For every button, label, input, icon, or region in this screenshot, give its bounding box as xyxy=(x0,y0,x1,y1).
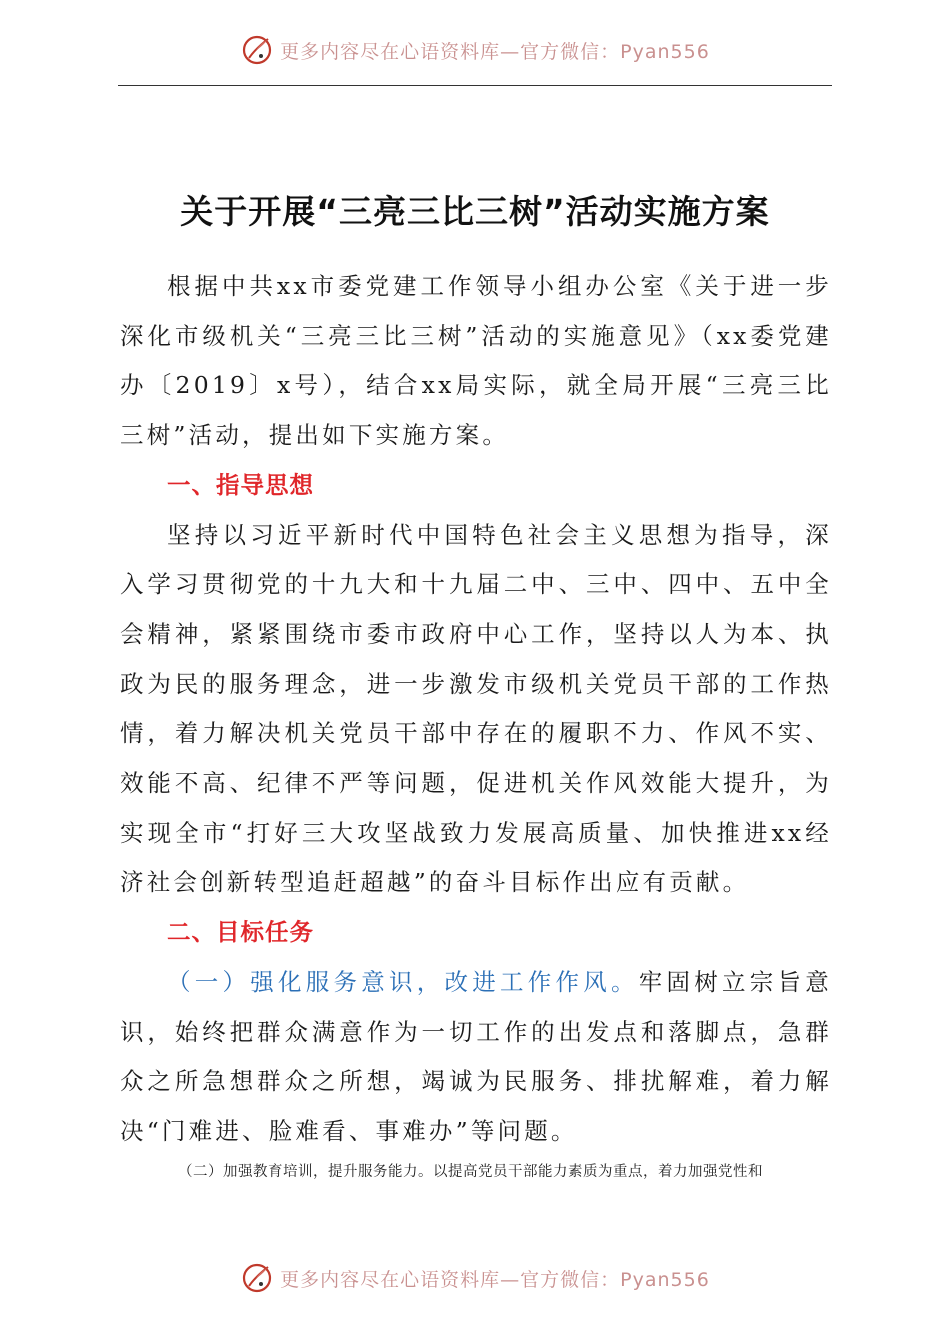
item-1-lead: （一）强化服务意识，改进工作作风。 xyxy=(167,967,639,996)
feather-circle-logo-icon xyxy=(240,33,274,67)
watermark-text: 更多内容尽在心语资料库—官方微信：Pyan556 xyxy=(280,40,710,63)
footer-watermark xyxy=(0,1258,950,1298)
section-1-heading: 一、指导思想 xyxy=(167,470,314,499)
section-2-heading: 二、目标任务 xyxy=(167,918,314,947)
intro-paragraph: 根据中共xx市委党建工作领导小组办公室《关于进一步深化市级机关“三亮三比三树”活动的实施意见》（xx委党建办〔2019〕x号），结合xx局实际，就全局开展“三亮三比三树”活动，提出如下实施方案。 xyxy=(120,272,832,450)
section-2-item-1 xyxy=(120,958,832,1157)
header-rule xyxy=(118,85,832,86)
document-body xyxy=(120,262,832,1157)
header-watermark xyxy=(0,30,950,70)
section-1-paragraph: 坚持以习近平新时代中国特色社会主义思想为指导，深入学习贯彻党的十九大和十九届二中、三中、四中、五中全会精神，紧紧围绕市委市政府中心工作，坚持以人为本、执政为民的服务理念，进一步激发市级机关党员干部的工作热情，着力解决机关党员干部中存在的履职不力、作风不实、效能不高、纪律不严等问题，促进机关作风效能大提升，为实现全市“打好三大攻坚战致力发展高质量、加快推进xx经济社会创新转型追赶超越”的奋斗目标作出应有贡献。 xyxy=(120,520,832,897)
item-1-body: 牢固树立宗旨意识，始终把群众满意作为一切工作的出发点和落脚点，急群众之所急想群众之所想，竭诚为民服务、排扰解难，着力解决“门难进、脸难看、事难办”等问题。 xyxy=(120,967,832,1145)
document-title: 关于开展“三亮三比三树”活动实施方案 xyxy=(180,192,770,231)
section-2-item-2-partial: （二）加强教育培训，提升服务能力。以提高党员干部能力素质为重点，着力加强党性和 xyxy=(178,1164,763,1180)
feather-circle-logo-icon xyxy=(240,1261,274,1295)
watermark-text: 更多内容尽在心语资料库—官方微信：Pyan556 xyxy=(280,1268,710,1291)
